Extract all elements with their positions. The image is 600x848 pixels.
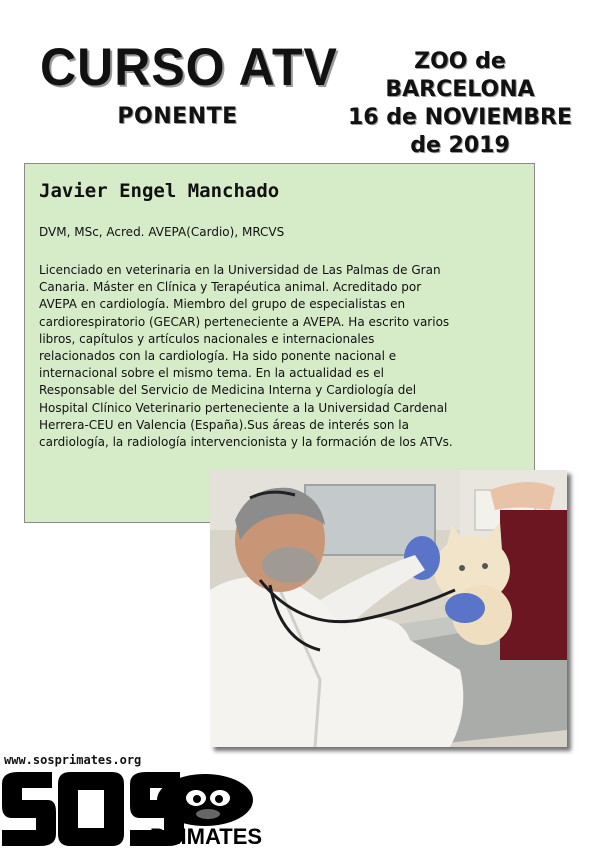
speaker-credentials: DVM, MSc, Acred. AVEPA(Cardio), MRCVS bbox=[39, 225, 285, 239]
event-year: de 2019 bbox=[410, 133, 510, 158]
bio-line: Responsable del Servicio de Medicina Interna y Cardiología del bbox=[39, 383, 417, 398]
course-title: CURSO ATV bbox=[40, 37, 338, 97]
bio-line: AVEPA en cardiología. Miembro del grupo de especialistas en bbox=[39, 297, 406, 312]
bio-line: cardiorespiratorio (GECAR) perteneciente a AVEPA. Ha escrito varios bbox=[39, 314, 450, 329]
bio-line: libros, capítulos y artículos nacionales e internacionales bbox=[39, 331, 375, 346]
bio-line: internacional sobre el mismo tema. En la actualidad es el bbox=[39, 366, 384, 381]
speaker-card bbox=[24, 163, 535, 523]
sos-primates-logo bbox=[0, 770, 270, 848]
bio-line: Hospital Clínico Veterinario perteneciente a la Universidad Cardenal bbox=[39, 400, 448, 415]
bio-line: Canaria. Máster en Clínica y Terapéutica animal. Acreditado por bbox=[39, 280, 422, 295]
logo-subtext: PRIMATES bbox=[150, 824, 263, 848]
bio-line: Licenciado en veterinaria en la Universidad de Las Palmas de Gran bbox=[39, 263, 441, 277]
speaker-label: PONENTE bbox=[117, 104, 238, 129]
speaker-bio bbox=[39, 262, 529, 451]
event-venue: ZOO de BARCELONA bbox=[385, 49, 535, 102]
website-url: www.sosprimates.org bbox=[4, 753, 142, 767]
event-date: 16 de NOVIEMBRE bbox=[348, 105, 572, 130]
speaker-photo bbox=[210, 470, 567, 747]
speaker-name: Javier Engel Manchado bbox=[39, 180, 280, 202]
bio-line: relacionados con la cardiología. Ha sido ponente nacional e bbox=[39, 349, 397, 364]
bio-line: cardiología, la radiología intervencionista y la formación de los ATVs. bbox=[39, 435, 453, 450]
event-info bbox=[340, 48, 580, 160]
bio-line: Herrera-CEU en Valencia (España).Sus áreas de interés son la bbox=[39, 417, 409, 432]
vet-examining-cat-image bbox=[210, 470, 567, 747]
